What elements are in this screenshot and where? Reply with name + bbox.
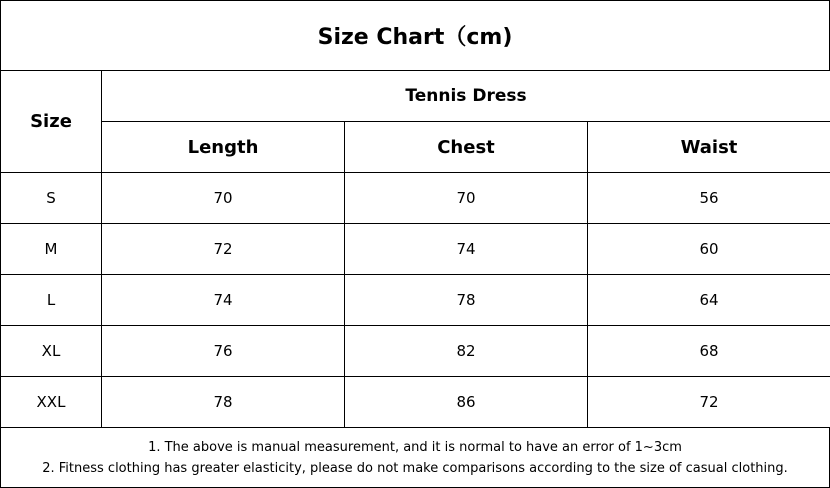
size-label: XXL <box>1 377 102 428</box>
note-line: 1. The above is manual measurement, and it is normal to have an error of 1~3cm <box>148 439 682 455</box>
table-row <box>1 224 830 275</box>
chest-column-header: Chest <box>345 122 588 173</box>
length-value: 72 <box>102 224 345 275</box>
waist-value: 64 <box>588 275 830 326</box>
chest-value: 82 <box>345 326 588 377</box>
size-label: S <box>1 173 102 224</box>
table-row <box>1 173 830 224</box>
length-value: 70 <box>102 173 345 224</box>
chart-title: Size Chart（cm) <box>0 0 830 71</box>
size-label: M <box>1 224 102 275</box>
waist-column-header: Waist <box>588 122 830 173</box>
chest-value: 78 <box>345 275 588 326</box>
size-column-header: Size <box>1 71 102 173</box>
waist-value: 60 <box>588 224 830 275</box>
table-row <box>1 326 830 377</box>
chest-value: 86 <box>345 377 588 428</box>
size-label: L <box>1 275 102 326</box>
chest-value: 70 <box>345 173 588 224</box>
measurement-notes <box>0 427 830 488</box>
length-value: 78 <box>102 377 345 428</box>
waist-value: 68 <box>588 326 830 377</box>
length-value: 74 <box>102 275 345 326</box>
waist-value: 72 <box>588 377 830 428</box>
table-row <box>1 377 830 428</box>
length-value: 76 <box>102 326 345 377</box>
chest-value: 74 <box>345 224 588 275</box>
note-line: 2. Fitness clothing has greater elasticity, please do not make comparisons according to the size of casual clothing. <box>42 460 788 476</box>
size-table <box>0 70 830 428</box>
product-name-header: Tennis Dress <box>102 71 830 122</box>
size-label: XL <box>1 326 102 377</box>
waist-value: 56 <box>588 173 830 224</box>
length-column-header: Length <box>102 122 345 173</box>
table-row <box>1 275 830 326</box>
